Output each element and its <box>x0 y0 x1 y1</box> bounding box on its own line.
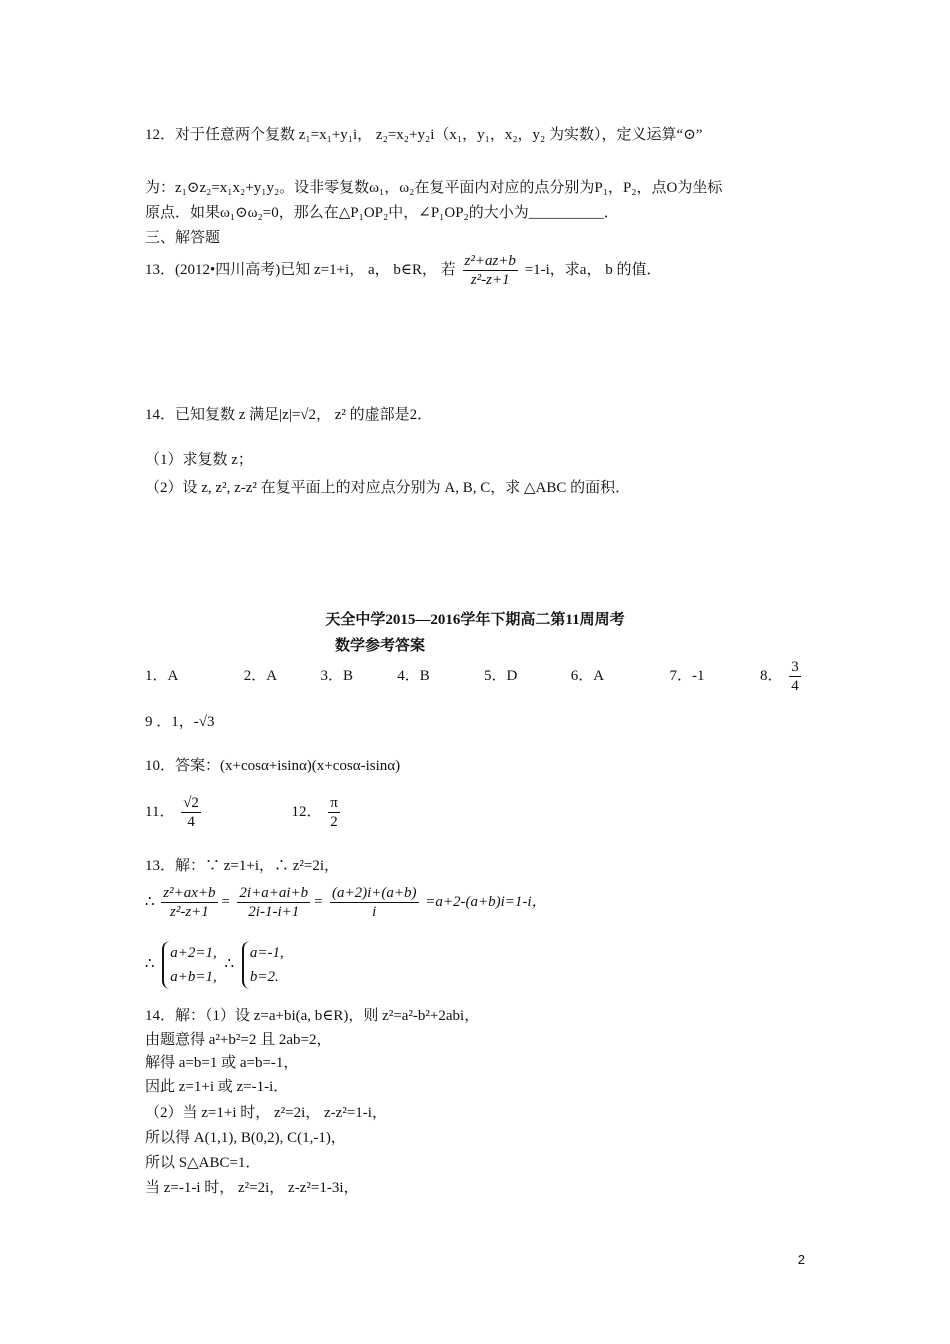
answer-8-fraction <box>789 658 801 695</box>
solution-13-systems: ∴ a+2=1, a+b=1, ∴ a=-1, b=2. <box>145 938 830 990</box>
answer-10: 10．答案：(x+cosα+isinα)(x+cosα-isinα) <box>145 758 401 774</box>
q13-fraction <box>463 252 518 289</box>
q14-line1: 14．已知复数 z 满足|z|=√2， z² 的虚部是2． <box>145 407 433 423</box>
solution-14-line1: 14．解：（1）设 z=a+bi(a, b∈R)，则 z²=a²-b²+2abi， <box>145 1008 480 1024</box>
answer-11-label: 11． <box>145 804 175 820</box>
q12-line3: 原点．如果ω₁⊙ω₂=0，那么在△P₁OP₂中，∠P₁OP₂的大小为__________． <box>145 205 619 221</box>
answer-12-numerator: π <box>330 795 338 812</box>
answer-8 <box>760 658 804 695</box>
answer-8-denominator: 4 <box>791 678 799 694</box>
q14-line2: （1）求复数 z； <box>145 452 253 468</box>
answer-1: 1．A <box>145 668 179 684</box>
page-number: 2 <box>797 1252 805 1267</box>
answer-11-numerator: √2 <box>183 795 199 812</box>
q13-prefix: 13．(2012•四川高考)已知 z=1+i， a， b∈R， 若 <box>145 262 456 278</box>
solution-14-line8: 当 z=-1-i 时， z²=2i， z-z²=1-3i， <box>145 1180 359 1196</box>
solution-14-line7: 所以 S△ABC=1． <box>145 1155 261 1171</box>
q13-numerator: z²+az+b <box>464 253 516 270</box>
answer-12-fraction <box>328 794 340 831</box>
answer-12-denominator: 2 <box>330 814 338 831</box>
fraction-2-denominator: 2i-1-i+1 <box>248 904 300 921</box>
solution-13-line1: 13．解：∵ z=1+i，∴ z²=2i， <box>145 858 340 874</box>
system-1-eq-b: a+b=1, <box>170 968 217 985</box>
answers-subtitle: 数学参考答案 <box>334 638 425 654</box>
answer-11-denominator: 4 <box>187 814 195 831</box>
answer-6: 6．A <box>570 668 605 684</box>
system-2-eq-a: a=-1, <box>249 944 284 961</box>
system-2-eq-b: b=2. <box>249 968 279 985</box>
fraction-1-numerator: z²+ax+b <box>163 885 216 902</box>
q13-suffix: =1-i，求a， b 的值． <box>524 262 662 278</box>
system-1 <box>162 941 217 989</box>
system-2 <box>242 941 284 989</box>
solution-14-line6: 所以得 A(1,1), B(0,2), C(1,-1)， <box>145 1130 346 1146</box>
answer-8-numerator: 3 <box>791 659 799 675</box>
answer-9: 9 ．1，-√3 <box>145 714 215 730</box>
answer-11-fraction <box>181 794 201 831</box>
q14-line3: （2）设 z, z², z-z² 在复平面上的对应点分别为 A, B, C，求 △ABC 的面积． <box>145 480 631 496</box>
fraction-2-numerator: 2i+a+ai+b <box>239 885 309 902</box>
answer-8-label: 8． <box>760 667 783 684</box>
fraction-1-denominator: z²-z+1 <box>170 904 209 921</box>
system-1-eq-a: a+2=1, <box>170 944 217 961</box>
answers-11-12 <box>145 792 830 832</box>
solution-14-line3: 解得 a=b=1 或 a=b=-1， <box>145 1055 299 1071</box>
q13-denominator: z²-z+1 <box>470 272 510 289</box>
solution-13-equation: ∴ $\frac{\text{z²+ax+b}}{\text{z²-z+1}}$ = $\frac{2i+a+ai+b}{2i-1-i+1}$ = $\frac{(a+2)i+(a+b)}{i}$ =a+2-(a+b)i=1-i， <box>145 885 547 921</box>
answer-2: 2．A <box>243 668 278 684</box>
answer-7: 7．-1 <box>669 668 705 684</box>
solution-13-fraction-1 <box>161 884 217 921</box>
solution-13-fraction-2 <box>237 884 310 921</box>
answers-title: 天全中学2015—2016学年下期高二第11周周考 <box>325 612 625 628</box>
q13 <box>145 250 830 290</box>
q12-line2: 为：z₁⊙z₂=x₁x₂+y₁y₂。设非零复数ω₁，ω₂在复平面内对应的点分别为P₁，P₂，点O为坐标 <box>145 180 723 196</box>
solution-13-tail: =a+2-(a+b)i=1-i， <box>425 894 547 910</box>
answer-3: 3．B <box>320 668 354 684</box>
solution-14-line2: 由题意得 a²+b²=2 且 2ab=2， <box>145 1032 332 1048</box>
solution-14-line5: （2）当 z=1+i 时， z²=2i， z-z²=1-i， <box>145 1105 387 1121</box>
solution-14-line4: 因此 z=1+i 或 z=-1-i． <box>145 1079 289 1095</box>
answers-row1 <box>145 666 830 686</box>
solution-13-fraction-3 <box>330 884 419 921</box>
fraction-3-denominator: i <box>372 904 377 921</box>
fraction-3-numerator: (a+2)i+(a+b) <box>332 885 417 902</box>
section-heading: 三、解答题 <box>145 230 221 246</box>
answer-4: 4．B <box>397 668 430 684</box>
answer-12-label: 12． <box>291 804 322 820</box>
q12-line1: 12．对于任意两个复数 z₁=x₁+y₁i， z₂=x₂+y₂i（x₁，y₁，x₂，y₂ 为实数），定义运算“⊙” <box>145 127 703 143</box>
answer-5: 5．D <box>484 668 518 684</box>
